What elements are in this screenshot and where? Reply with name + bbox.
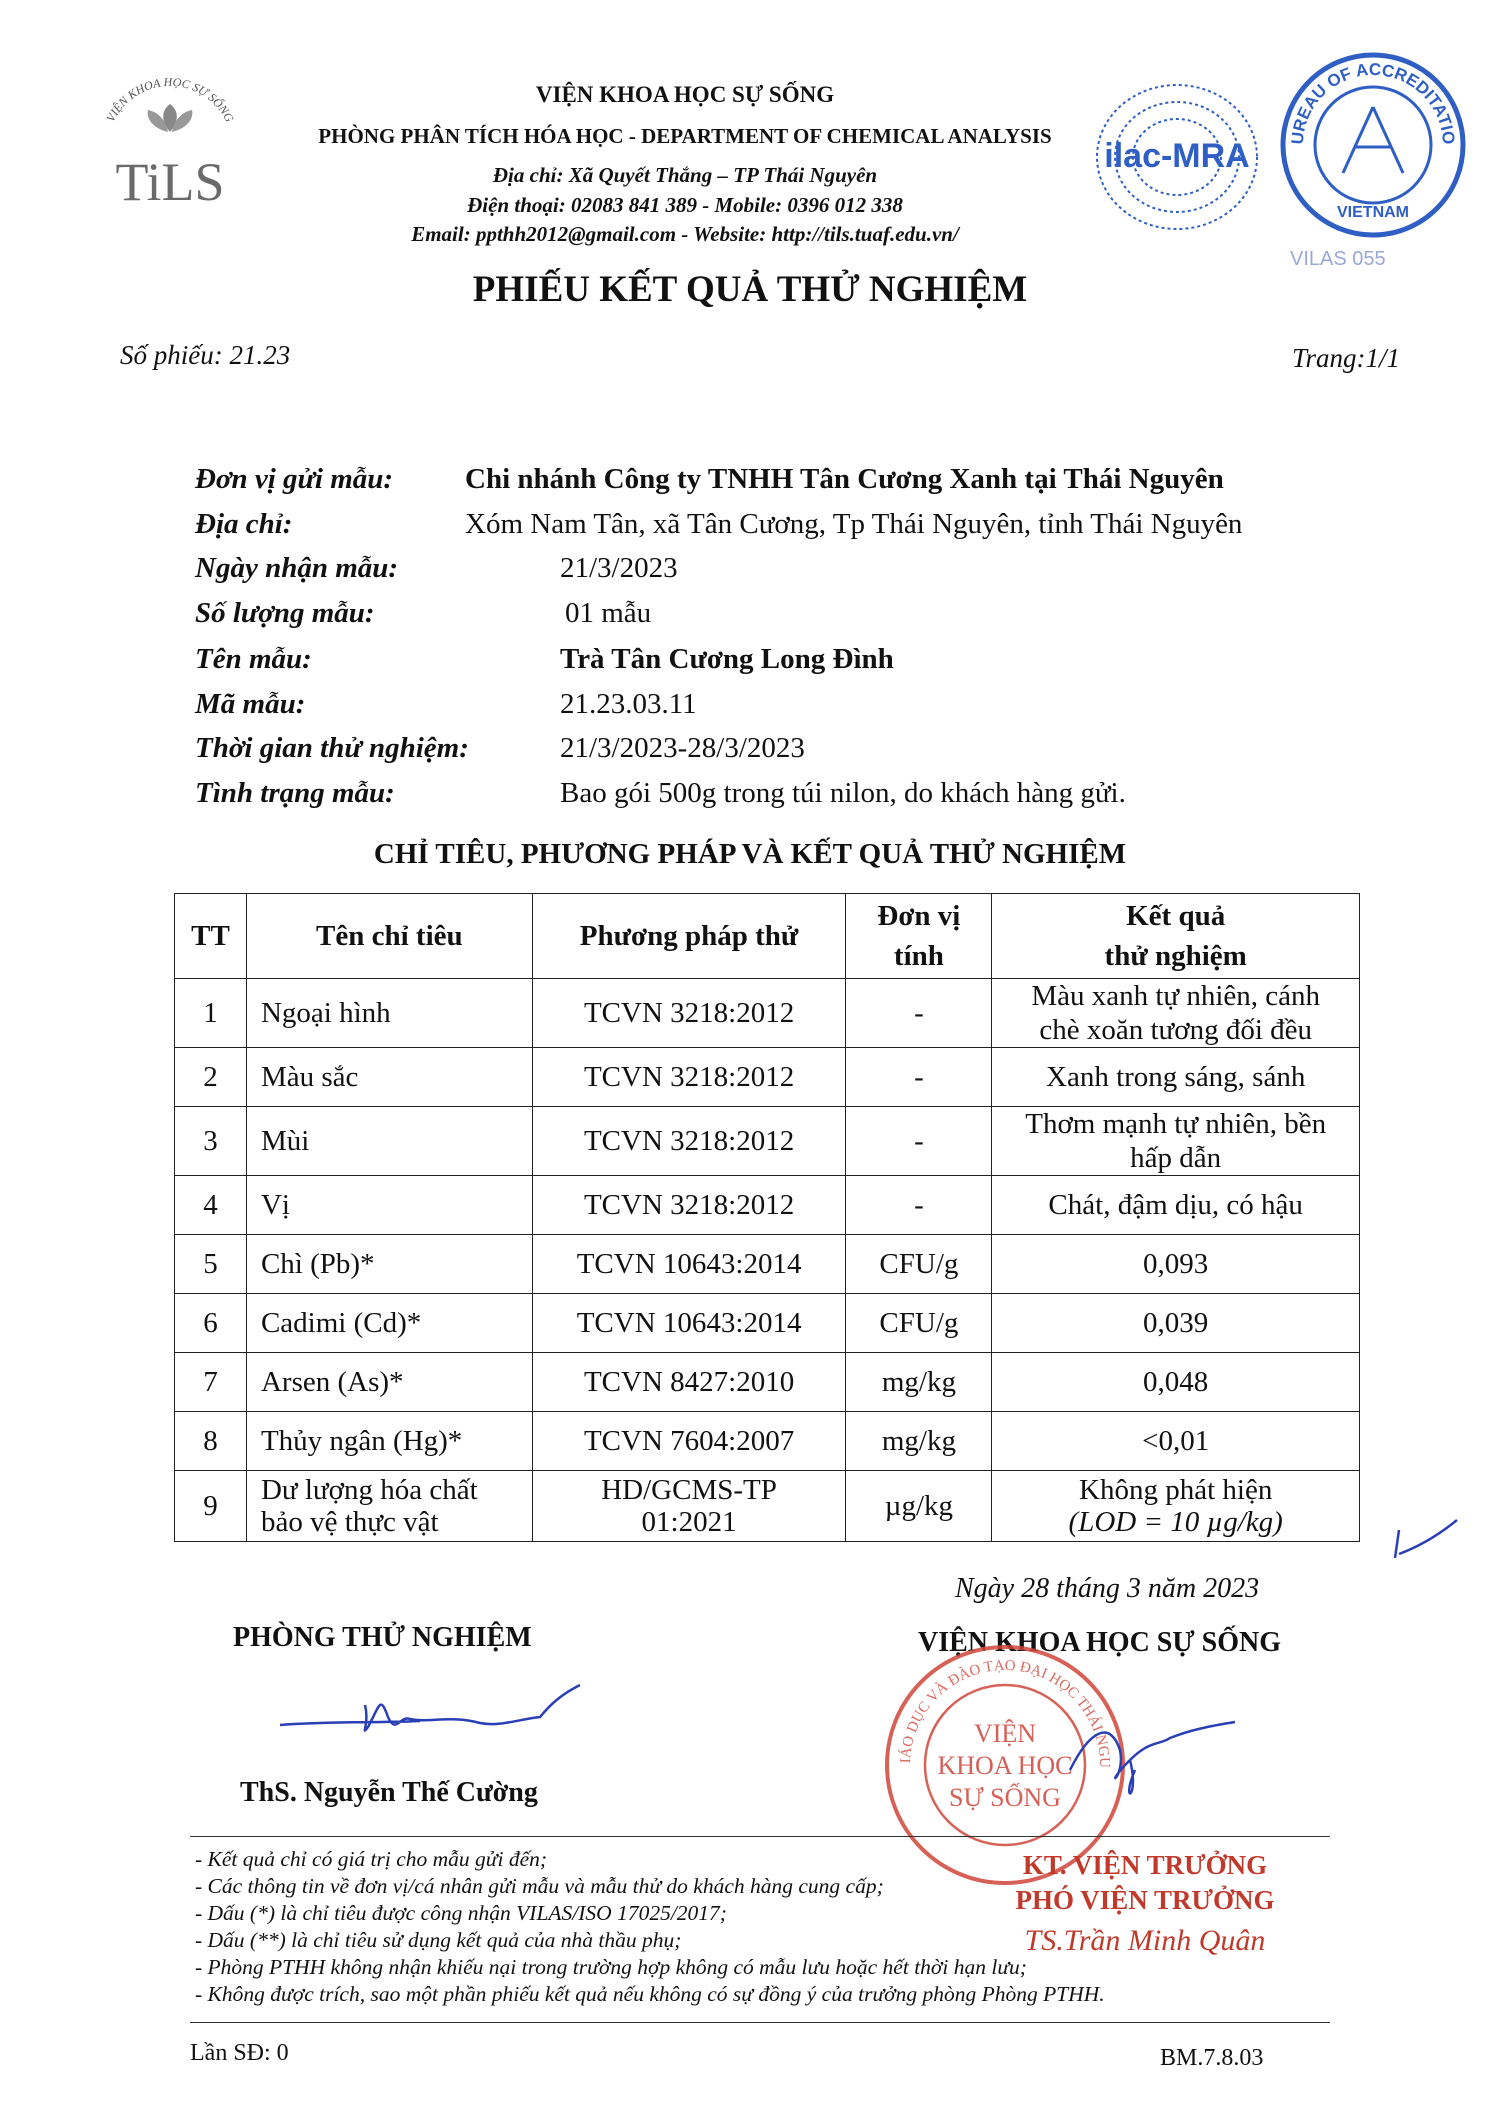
department-name: PHÒNG PHÂN TÍCH HÓA HỌC - DEPARTMENT OF CHEMICAL ANALYSIS xyxy=(318,124,1052,148)
sign-line-1: KT. VIỆN TRƯỞNG xyxy=(1022,1850,1268,1880)
institute-signature xyxy=(1060,1700,1240,1810)
seal-line-1: VIỆN xyxy=(973,1719,1037,1748)
lab-signer: ThS. Nguyễn Thế Cường xyxy=(240,1777,538,1808)
received-value: 21/3/2023 xyxy=(560,552,678,584)
sign-line-3: TS.Trần Minh Quân xyxy=(1024,1924,1266,1957)
table-row: 2 Màu sắc TCVN 3218:2012 - Xanh trong sáng, sánh xyxy=(175,1048,1360,1107)
boa-arc-text: UREAU OF ACCREDITATIO xyxy=(1287,59,1459,146)
boa-country: VIETNAM xyxy=(1337,204,1409,221)
received-label: Ngày nhận mẫu: xyxy=(195,552,399,584)
revision-number: Lần SĐ: 0 xyxy=(190,2040,289,2066)
sender-value: Chi nhánh Công ty TNHH Tân Cương Xanh tại Thái Nguyên xyxy=(465,463,1224,495)
table-row: 6 Cadimi (Cd)* TCVN 10643:2014 CFU/g 0,039 xyxy=(175,1294,1360,1353)
table-row: 7 Arsen (As)* TCVN 8427:2010 mg/kg 0,048 xyxy=(175,1353,1360,1412)
signing-date: Ngày 28 tháng 3 năm 2023 xyxy=(955,1573,1260,1604)
tils-logo xyxy=(90,70,250,230)
vilas-code: VILAS 055 xyxy=(1290,248,1386,270)
condition-value: Bao gói 500g trong túi nilon, do khách hàng gửi. xyxy=(560,777,1126,809)
note-2: - Các thông tin về đơn vị/cá nhân gửi mẫu và mẫu thử do khách hàng cung cấp; xyxy=(195,1874,884,1898)
test-period-value: 21/3/2023-28/3/2023 xyxy=(560,732,805,764)
svg-text:BUREAU OF ACCREDITATION xyxy=(1275,45,1458,145)
note-3: - Dấu (*) là chỉ tiêu được công nhận VILAS/ISO 17025/2017; xyxy=(195,1901,727,1925)
seal-arc-text: IÁO DỤC VÀ ĐÀO TẠO ĐẠI HỌC THÁI NGU xyxy=(897,1657,1113,1769)
vilas-accreditation-seal xyxy=(1275,45,1470,240)
quantity-label: Số lượng mẫu: xyxy=(195,597,375,629)
table-row: 3 Mùi TCVN 3218:2012 - Thơm mạnh tự nhiên, bền hấp dẫn xyxy=(175,1107,1360,1176)
header-phone: Điện thoại: 02083 841 389 - Mobile: 0396 012 338 xyxy=(467,193,903,217)
col-method: Phương pháp thử xyxy=(532,894,846,979)
quantity-value: 01 mẫu xyxy=(565,597,652,629)
lab-signature xyxy=(270,1665,600,1755)
table-row: 8 Thủy ngân (Hg)* TCVN 7604:2007 mg/kg <0,01 xyxy=(175,1412,1360,1471)
col-result: Kết quả thử nghiệm xyxy=(992,894,1360,979)
footer-divider xyxy=(190,2022,1330,2023)
check-mark-icon xyxy=(1385,1510,1465,1570)
note-6: - Không được trích, sao một phần phiếu kết quả nếu không có sự đồng ý của trưởng phòng Phòng PTHH. xyxy=(195,1982,1105,2006)
page-number: Trang:1/1 xyxy=(1292,343,1401,373)
document-title: PHIẾU KẾT QUẢ THỬ NGHIỆM xyxy=(472,269,1028,310)
test-period-label: Thời gian thử nghiệm: xyxy=(195,732,469,764)
table-row: 5 Chì (Pb)* TCVN 10643:2014 CFU/g 0,093 xyxy=(175,1235,1360,1294)
results-table xyxy=(174,893,1360,1542)
condition-label: Tình trạng mẫu: xyxy=(195,777,395,809)
sender-label: Đơn vị gửi mẫu: xyxy=(195,463,394,495)
table-row: 9 Dư lượng hóa chất bảo vệ thực vật HD/GCMS-TP 01:2021 µg/kg Không phát hiện (LOD = 10 µg/kg) xyxy=(175,1471,1360,1542)
address-label: Địa chỉ: xyxy=(195,508,293,540)
ilac-mra-logo xyxy=(1085,75,1270,240)
logo-arc-text: VIỆN KHOA HỌC SỰ SỐNG xyxy=(103,74,237,125)
table-header-row xyxy=(175,894,1360,979)
logo-text: TiLS xyxy=(115,152,225,212)
header-contact: Email: ppthh2012@gmail.com - Website: http://tils.tuaf.edu.vn/ xyxy=(411,222,959,246)
sample-name-value: Trà Tân Cương Long Đình xyxy=(560,643,894,675)
institute-sign-title: VIỆN KHOA HỌC SỰ SỐNG xyxy=(918,1627,1282,1658)
header-address: Địa chỉ: Xã Quyết Thắng – TP Thái Nguyên xyxy=(492,163,878,187)
col-name: Tên chỉ tiêu xyxy=(246,894,532,979)
table-row: 4 Vị TCVN 3218:2012 - Chát, đậm dịu, có hậu xyxy=(175,1176,1360,1235)
notes-divider xyxy=(190,1836,1330,1837)
seal-line-2: KHOA HỌC xyxy=(937,1751,1073,1780)
report-number: Số phiếu: 21.23 xyxy=(120,340,291,370)
address-value: Xóm Nam Tân, xã Tân Cương, Tp Thái Nguyên, tỉnh Thái Nguyên xyxy=(465,508,1243,540)
note-1: - Kết quả chỉ có giá trị cho mẫu gửi đến; xyxy=(195,1847,548,1871)
institute-name: VIỆN KHOA HỌC SỰ SỐNG xyxy=(535,82,835,107)
note-4: - Dấu (**) là chỉ tiêu sử dụng kết quả của nhà thầu phụ; xyxy=(195,1928,682,1952)
col-unit: Đơn vị tính xyxy=(846,894,992,979)
sample-code-value: 21.23.03.11 xyxy=(560,688,697,720)
note-5: - Phòng PTHH không nhận khiếu nại trong trường hợp không có mẫu lưu hoặc hết thời hạn lưu; xyxy=(195,1955,1027,1979)
col-tt: TT xyxy=(175,894,247,979)
table-row: 1 Ngoại hình TCVN 3218:2012 - Màu xanh tự nhiên, cánh chè xoăn tương đối đều xyxy=(175,979,1360,1048)
lab-title: PHÒNG THỬ NGHIỆM xyxy=(233,1622,532,1653)
sample-name-label: Tên mẫu: xyxy=(195,643,312,675)
sign-line-2: PHÓ VIỆN TRƯỞNG xyxy=(1015,1885,1275,1915)
seal-line-3: SỰ SỐNG xyxy=(949,1783,1061,1812)
section-title: CHỈ TIÊU, PHƯƠNG PHÁP VÀ KẾT QUẢ THỬ NGHIỆM xyxy=(373,838,1127,870)
sample-code-label: Mã mẫu: xyxy=(195,688,306,720)
form-code: BM.7.8.03 xyxy=(1160,2045,1264,2071)
ilac-text: ilac-MRA xyxy=(1104,137,1250,175)
